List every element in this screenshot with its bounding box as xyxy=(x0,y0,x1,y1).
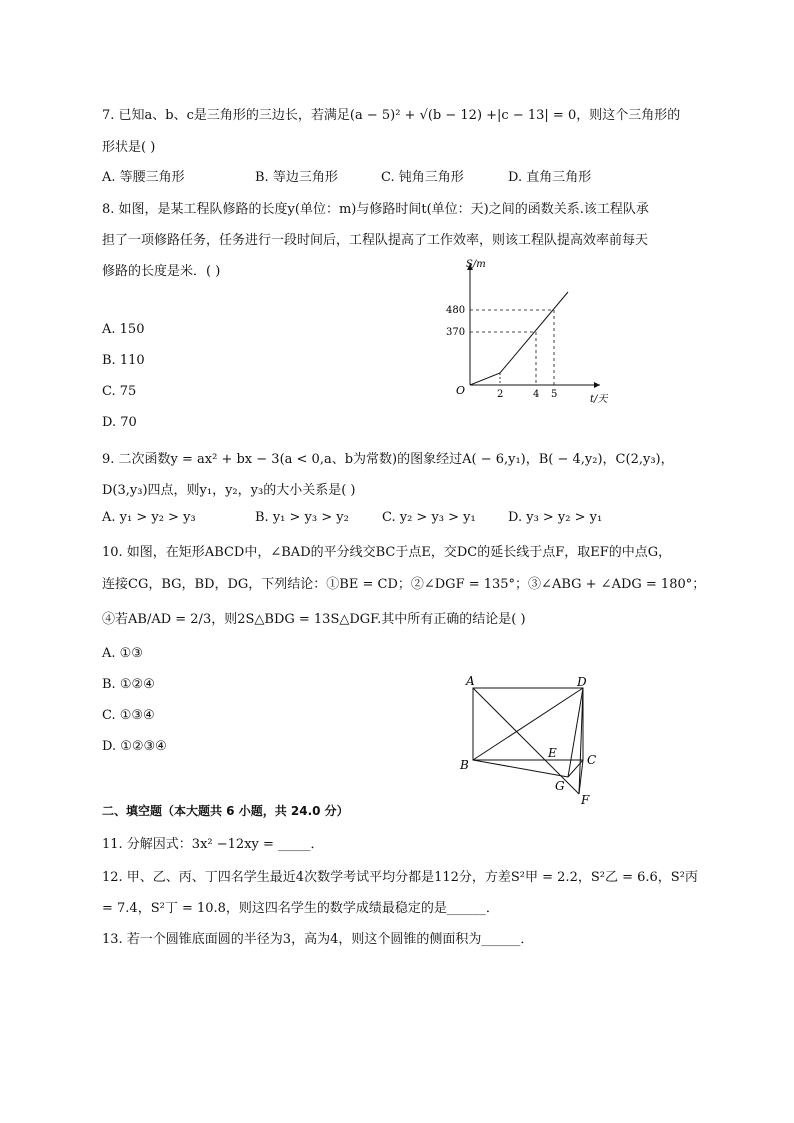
q10-line3: ④若AB/AD = 2/3，则2S△BDG = 13S△DGF.其中所有正确的结论是( ) xyxy=(102,612,526,627)
q10-line1: 10. 如图，在矩形ABCD中，∠BAD的平分线交BC于点E，交DC的延长线于点F，取EF的中点G， xyxy=(102,545,672,560)
q9-line2: D(3,y₃)四点，则y₁，y₂，y₃的大小关系是( ) xyxy=(102,483,356,498)
x-axis-label: t/天 xyxy=(590,394,608,405)
y-axis-label: S/m xyxy=(466,259,486,270)
q7-option-c[interactable]: C. 钝角三角形 xyxy=(381,170,464,185)
q9-option-a[interactable]: A. y₁ > y₂ > y₃ xyxy=(102,510,196,525)
origin-label: O xyxy=(456,384,466,397)
section-2-heading: 二、填空题（本大题共 6 小题，共 24.0 分） xyxy=(102,804,349,818)
q7-option-a[interactable]: A. 等腰三角形 xyxy=(102,170,185,185)
q9-option-b[interactable]: B. y₁ > y₃ > y₂ xyxy=(255,510,349,525)
q10-figure xyxy=(455,670,605,810)
q8-line3: 修路的长度是米．( ) xyxy=(102,264,221,279)
point-f-label: F xyxy=(581,793,590,807)
point-d-label: D xyxy=(577,675,587,689)
q8-option-c[interactable]: C. 75 xyxy=(102,384,137,399)
q9-option-c[interactable]: C. y₂ > y₃ > y₁ xyxy=(382,510,476,525)
q8-option-d[interactable]: D. 70 xyxy=(102,415,137,430)
q8-option-a[interactable]: A. 150 xyxy=(102,322,145,337)
line-bd xyxy=(473,688,583,760)
point-e-label: E xyxy=(548,746,557,760)
q10-option-c[interactable]: C. ①③④ xyxy=(102,708,155,723)
q8-line2: 担了一项修路任务，任务进行一段时间后，工程队提高了工作效率，则该工程队提高效率前每天 xyxy=(102,233,649,248)
y-tick-480: 480 xyxy=(446,305,466,316)
q10-option-b[interactable]: B. ①②④ xyxy=(102,677,155,692)
q12-line2: = 7.4，S²丁 = 10.8，则这四名学生的数学成绩最稳定的是______． xyxy=(102,901,499,916)
q12-line1: 12. 甲、乙、丙、丁四名学生最近4次数学考试平均分都是112分，方差S²甲 = 2.2，S²乙 = 6.6，S²丙 xyxy=(102,870,698,885)
x-tick-4: 4 xyxy=(533,389,540,400)
q8-graph xyxy=(440,252,615,412)
q8-line1: 8. 如图，是某工程队修路的长度y(单位：m)与修路时间t(单位：天)之间的函数关系.该工程队承 xyxy=(102,202,649,217)
point-g-label: G xyxy=(555,779,565,793)
q7-line2: 形状是( ) xyxy=(102,140,156,155)
q13-text: 13. 若一个圆锥底面圆的半径为3，高为4，则这个圆锥的侧面积为______． xyxy=(102,932,534,947)
graph-line xyxy=(470,292,568,385)
q8-option-b[interactable]: B. 110 xyxy=(102,353,145,368)
x-tick-5: 5 xyxy=(551,389,558,400)
q9-option-d[interactable]: D. y₃ > y₂ > y₁ xyxy=(508,510,603,525)
point-a-label: A xyxy=(466,674,475,688)
q10-option-d[interactable]: D. ①②③④ xyxy=(102,739,167,754)
y-tick-370: 370 xyxy=(446,327,466,338)
q11-text: 11. 分解因式：3x² −12xy = _____． xyxy=(102,837,324,852)
q7-line1: 7. 已知a、b、c是三角形的三边长，若满足(a − 5)² + √(b − 12) +|c − 13| = 0，则这个三角形的 xyxy=(102,108,681,123)
line-dg xyxy=(568,688,583,777)
q10-option-a[interactable]: A. ①③ xyxy=(102,646,143,661)
q7-option-d[interactable]: D. 直角三角形 xyxy=(508,170,592,185)
point-c-label: C xyxy=(587,753,597,767)
q9-line1: 9. 二次函数y = ax² + bx − 3(a < 0,a、b为常数)的图象经过A( − 6,y₁)，B( − 4,y₂)，C(2,y₃)， xyxy=(102,452,674,467)
x-tick-2: 2 xyxy=(497,389,504,400)
q10-line2: 连接CG，BG，BD，DG，下列结论：①BE = CD；②∠DGF = 135°；③∠ABG + ∠ADG = 180°； xyxy=(102,577,706,592)
point-b-label: B xyxy=(460,758,469,772)
q7-option-b[interactable]: B. 等边三角形 xyxy=(255,170,338,185)
